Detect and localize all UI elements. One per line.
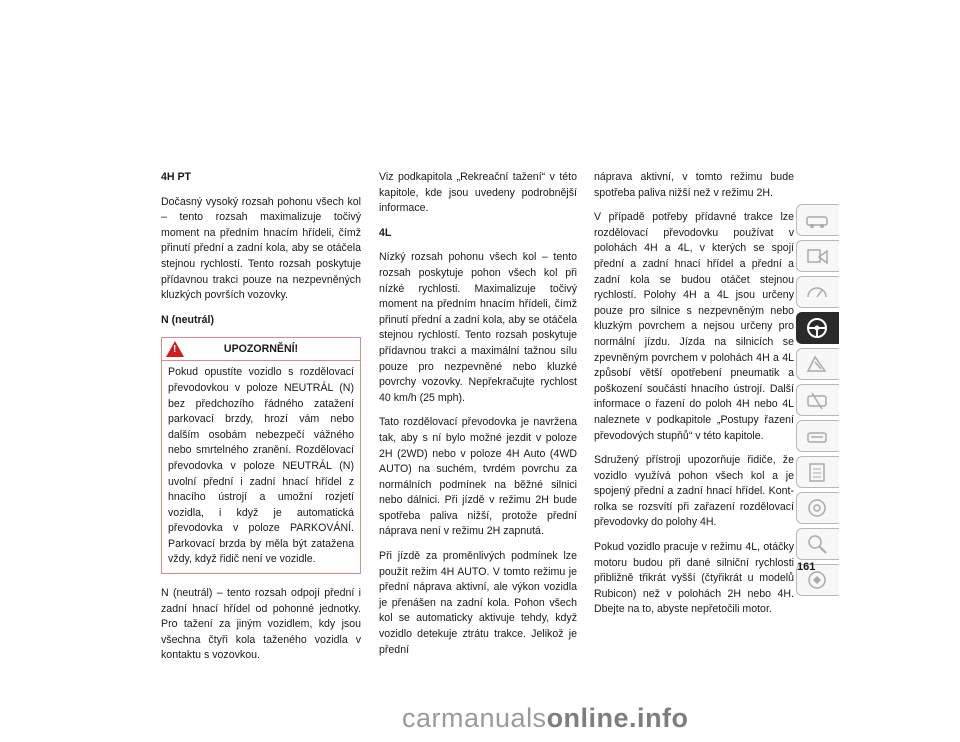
paragraph-2h: Tato rozdělovací převodovka je navržena tak, aby s ní bylo možné jezdit v poloze 2H (2WD) nebo v poloze 4H Auto (4WD AUTO) na suchém, tvrdém povrchu za normálních podmínek na běžné silnici nebo dálnici. Při jízdě v režimu 2H bude spotřeba paliva nižší, protože přední náprava není v režimu 2H zapnutá. [379, 416, 577, 538]
paragraph-4l-speed: Pokud vozidlo pracuje v režimu 4L, otáčky motoru budou při dané silniční rychlosti přibližně třikrát vyšší (čtyřikrát u modelů Rubicon) než v polohách 2H nebo 4H. Dbejte na to, abyste nepřetočili motor. [594, 541, 794, 616]
paragraph-4l: Nízký rozsah pohonu všech kol – tento rozsah poskytuje pohon všech kol při nízké rychlosti. Maximalizuje točivý moment na předním hnacím hřídeli, čímž přinutí přední a zadní kola, aby se otáčela stejnou rychlostí. Tento rozsah poskytuje přídavnou trakci a maximální tažnou sílu pouze pro nezpevněné nebo kluzké povrchy vozovky. Nepřekračujte rychlost 40 km/h (25 mph). [379, 251, 577, 404]
specifications-icon [805, 461, 831, 483]
index-tab[interactable] [796, 528, 839, 560]
paragraph-neutral: N (neutrál) – tento rozsah odpojí přední i zadní hnací hřídel od pohonné jednotky. Pro tažení za jiným vozidlem, kdy jsou všechna čtyři kola taženého vozidla v kontaktu s vozovkou. [161, 587, 361, 662]
chapter-tabs [796, 204, 840, 600]
paragraph-reference: Viz podkapitola „Rekreační tažení“ v této kapitole, kde jsou uvedeny podrobnější informace. [379, 171, 577, 215]
heading-neutral: N (neutrál) [161, 313, 214, 326]
maintenance-tab[interactable] [796, 420, 839, 452]
vehicle-overview-tab[interactable] [796, 204, 839, 236]
safety-tab[interactable] [796, 348, 839, 380]
instrument-cluster-icon [805, 281, 831, 303]
warning-box [161, 337, 361, 574]
warning-triangle-icon: ! [166, 341, 184, 357]
paragraph-4h-pt: Dočasný vysoký rozsah pohonu všech kol – tento rozsah maximalizuje točivý moment na předním hnacím hřídeli, čímž přinutí přední a zadní kola, aby se otáčela stejnou rychlostí. Tento rozsah poskytuje přídavnou trakci pouze na nezpevněných kluzkých površích vozovky. [161, 195, 361, 302]
warning-header [162, 338, 360, 361]
heading-4l: 4L [379, 226, 392, 239]
multimedia-tab[interactable] [796, 492, 839, 524]
specifications-tab[interactable] [796, 456, 839, 488]
getting-started-tab[interactable] [796, 240, 839, 272]
index-search-icon [805, 533, 831, 555]
text-column-2 [379, 170, 577, 667]
steering-wheel-icon [805, 317, 831, 339]
warning-text: Pokud opustíte vozidlo s rozdělovací převodovkou v poloze NEUTRÁL (N) bez předchozího řádného zatažení parkovací brzdy, hrozí vám nebo dalším osobám nebezpečí vážného nebo smrtelného zranění. Rozdělovací převodovka v poloze NEUTRÁL (N) uvolní přední i zadní hnací hřídel z hnacího ústrojí a umožní rozjetí vozidla, i když je automatická převodovka v poloze PARKOVÁNÍ. Parkovací brzda by měla být zatažena vždy, když řidič není ve vozidle. [168, 366, 354, 566]
paragraph-continued: náprava aktivní, v tomto režimu bude spotřeba paliva nižší než v režimu 2H. [594, 171, 794, 199]
vehicle-overview-icon [805, 209, 831, 231]
watermark-right: online.info [546, 703, 689, 733]
starting-operating-tab[interactable] [796, 312, 839, 344]
safety-icon [805, 353, 831, 375]
page-number: 161 [797, 561, 816, 573]
multimedia-icon [805, 497, 831, 519]
getting-started-icon [805, 245, 831, 267]
text-column-3 [594, 170, 794, 627]
paragraph-traction: V případě potřeby přídavné trakce lze rozdělovací převodovku používat v polohách 4H a 4L, v kterých se spojí přední a zadní hnací hřídel a přední a zadní kola se budou otáčet stejnou rychlostí. Polohy 4H a 4L jsou určeny pouze pro silnice s nezpevněným nebo kluzkým povrchem a nejsou určeny pro normální jízdu. Jízda na silnicích se zpevněným povrchem v polohách 4H a 4L způsobí větší opotřebení pneumatik a poškození součástí hnacího ústrojí. Další informace o řazení do poloh 4H nebo 4L naleznete v podkapitole „Postupy řazení převodových stupňů“ v této kapitole. [594, 211, 794, 442]
emergency-tab[interactable] [796, 384, 839, 416]
maintenance-icon [805, 425, 831, 447]
paragraph-cluster: Sdružený přístroji upozorňuje řidiče, že vozidlo využívá pohon všech kol a je spojený přední a zadní hnací hřídel. Kontrolka se rozsvítí při zařazení rozdělovací převodovky do polohy 4H. [594, 454, 794, 529]
paragraph-4h-auto: Při jízdě za proměnlivých podmínek lze použít režim 4H AUTO. V tomto režimu je přední náprava aktivní, ale výkon vozidla je přenášen na zadní kola. Pohon všech kol se automaticky aktivuje tehdy, když vozidlo detekuje ztrátu trakce. Jelikož je přední [379, 550, 577, 656]
emergency-icon [805, 389, 831, 411]
text-column-1 [161, 170, 361, 673]
watermark [402, 703, 689, 734]
watermark-left: carmanuals [402, 703, 547, 733]
instrument-cluster-tab[interactable] [796, 276, 839, 308]
warning-title: UPOZORNĚNÍ! [223, 343, 299, 356]
heading-4h-pt: 4H PT [161, 171, 192, 183]
